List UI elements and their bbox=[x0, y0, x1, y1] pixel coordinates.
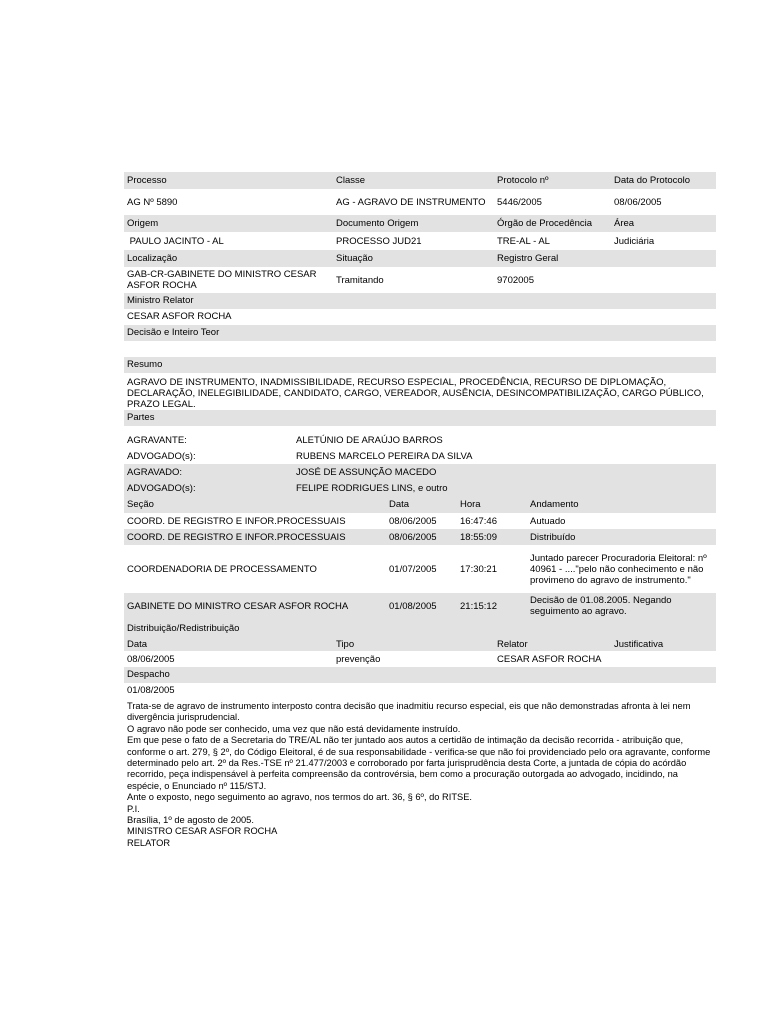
parte-name: RUBENS MARCELO PEREIRA DA SILVA bbox=[296, 450, 473, 462]
andamentos-header-row bbox=[124, 496, 716, 513]
despacho-paragraph: Trata-se de agravo de instrumento interposto contra decisão que inadmitiu recurso especial, eis que não demonstradas afronta à lei nem divergência jurisprudencial. bbox=[127, 701, 691, 723]
resumo-label: Resumo bbox=[124, 357, 716, 373]
parte-name: JOSÉ DE ASSUNÇÃO MACEDO bbox=[293, 464, 716, 480]
parte-row bbox=[124, 464, 716, 480]
andamento-row bbox=[124, 545, 716, 593]
parte-row bbox=[124, 432, 716, 448]
partes-label: Partes bbox=[124, 410, 716, 426]
andamento-secao: COORD. DE REGISTRO E INFOR.PROCESSUAIS bbox=[124, 529, 386, 545]
distribuicao-header-row bbox=[124, 637, 716, 651]
value-processo: AG Nº 5890 bbox=[127, 196, 178, 208]
partes-table bbox=[124, 432, 716, 496]
parte-role: AGRAVANTE: bbox=[127, 434, 187, 446]
andamento-descricao: Distribuído bbox=[527, 529, 716, 545]
andamento-hora: 17:30:21 bbox=[460, 563, 497, 575]
label-protocolo: Protocolo nº bbox=[494, 172, 611, 189]
value-registro-geral: 9702005 bbox=[497, 274, 534, 286]
parte-name: FELIPE RODRIGUES LINS, e outro bbox=[293, 480, 716, 496]
andamento-descricao: Juntado parecer Procuradoria Eleitoral: nº 40961 - ...."pelo não conhecimento e não provimeno do agravo de instrumento." bbox=[530, 552, 707, 586]
value-classe: AG - AGRAVO DE INSTRUMENTO bbox=[336, 196, 486, 208]
value-orgao: TRE-AL - AL bbox=[497, 235, 550, 247]
label-situacao: Situação bbox=[333, 250, 494, 267]
value-situacao: Tramitando bbox=[336, 274, 384, 286]
andamento-data: 01/07/2005 bbox=[389, 563, 437, 575]
parte-row bbox=[124, 448, 716, 464]
parte-name: ALETÚNIO DE ARAÚJO BARROS bbox=[296, 434, 443, 446]
despacho-paragraph: Brasília, 1º de agosto de 2005. bbox=[127, 815, 254, 826]
andamento-secao: GABINETE DO MINISTRO CESAR ASFOR ROCHA bbox=[124, 593, 386, 619]
value-area: Judiciária bbox=[614, 235, 655, 247]
andamento-hora: 21:15:12 bbox=[457, 593, 527, 619]
localizacao-values-row bbox=[124, 267, 716, 293]
value-protocolo: 5446/2005 bbox=[497, 196, 542, 208]
value-origem: PAULO JACINTO - AL bbox=[127, 235, 224, 247]
origem-header-row bbox=[124, 215, 716, 232]
distribuicao-row bbox=[124, 651, 716, 667]
andamento-hora: 16:47:46 bbox=[460, 515, 497, 527]
value-localizacao: GAB-CR-GABINETE DO MINISTRO CESAR ASFOR ROCHA bbox=[127, 269, 317, 291]
header-andamento: Andamento bbox=[527, 496, 716, 513]
label-localizacao: Localização bbox=[124, 250, 333, 267]
header-secao: Seção bbox=[124, 496, 386, 513]
value-documento-origem: PROCESSO JUD21 bbox=[336, 235, 422, 247]
andamento-secao: COORDENADORIA DE PROCESSAMENTO bbox=[127, 563, 317, 575]
despacho-label: Despacho bbox=[124, 667, 716, 683]
andamento-descricao: Autuado bbox=[530, 515, 566, 527]
andamento-hora: 18:55:09 bbox=[457, 529, 527, 545]
andamento-data: 01/08/2005 bbox=[386, 593, 457, 619]
ministro-relator-value: CESAR ASFOR ROCHA bbox=[127, 311, 232, 322]
andamentos-table bbox=[124, 496, 716, 619]
process-values-row bbox=[124, 189, 716, 215]
label-classe: Classe bbox=[333, 172, 494, 189]
parte-role: ADVOGADO(s): bbox=[124, 480, 293, 496]
header-data: Data bbox=[386, 496, 457, 513]
andamento-data: 08/06/2005 bbox=[386, 529, 457, 545]
despacho-paragraph: P.I. bbox=[127, 803, 140, 814]
dist-relator: CESAR ASFOR ROCHA bbox=[497, 653, 602, 665]
despacho-date: 01/08/2005 bbox=[127, 685, 175, 696]
despacho-paragraph: O agravo não pode ser conhecido, uma vez que não está devidamente instruído. bbox=[127, 723, 461, 734]
dist-header-justificativa: Justificativa bbox=[611, 637, 716, 651]
despacho-text bbox=[124, 699, 716, 851]
value-data-protocolo: 08/06/2005 bbox=[614, 196, 662, 208]
label-orgao: Órgão de Procedência bbox=[494, 215, 611, 232]
label-registro-geral: Registro Geral bbox=[494, 250, 611, 267]
andamento-row bbox=[124, 593, 716, 619]
andamento-data: 08/06/2005 bbox=[389, 515, 437, 527]
label-processo: Processo bbox=[124, 172, 333, 189]
label-area: Área bbox=[611, 215, 716, 232]
andamento-descricao: Decisão de 01.08.2005. Negando seguimento ao agravo. bbox=[527, 593, 716, 619]
despacho-signature: MINISTRO CESAR ASFOR ROCHA bbox=[127, 826, 278, 837]
despacho-signature-title: RELATOR bbox=[127, 837, 171, 848]
dist-header-tipo: Tipo bbox=[333, 637, 494, 651]
origem-values-row bbox=[124, 232, 716, 250]
process-document bbox=[124, 172, 716, 851]
dist-header-relator: Relator bbox=[494, 637, 611, 651]
andamento-secao: COORD. DE REGISTRO E INFOR.PROCESSUAIS bbox=[127, 515, 346, 527]
process-header-row bbox=[124, 172, 716, 189]
andamento-row bbox=[124, 513, 716, 529]
ministro-relator-label: Ministro Relator bbox=[124, 293, 716, 309]
label-origem: Origem bbox=[124, 215, 333, 232]
label-data-protocolo: Data do Protocolo bbox=[611, 172, 716, 189]
despacho-paragraph: Ante o exposto, nego seguimento ao agravo, nos termos do art. 36, § 6º, do RITSE. bbox=[127, 792, 473, 803]
dist-justificativa bbox=[611, 651, 716, 667]
andamento-row bbox=[124, 529, 716, 545]
parte-row bbox=[124, 480, 716, 496]
label-documento-origem: Documento Origem bbox=[333, 215, 494, 232]
despacho-paragraph: Em que pese o fato de a Secretaria do TRE/AL não ter juntado aos autos a certidão de intimação da decisão recorrida - atribuição que, conforme o art. 279, § 2º, do Código Eleitoral, é de sua responsabilidade - verifica-se que não foi providenciado pelo ora agravante, conforme determinado pelo art. 2º da Res.-TSE nº 21.477/2003 e corroborado por farta jurisprudência desta Corte, a juntada de cópia do acórdão recorrido, peça indispensável à perfeita compreensão da controvérsia, bem como a procuração outorgada ao advogado, incidindo, na espécie, o Enunciado nº 115/STJ. bbox=[127, 735, 711, 791]
dist-tipo: prevenção bbox=[336, 653, 381, 665]
decisao-label: Decisão e Inteiro Teor bbox=[124, 325, 716, 341]
header-hora: Hora bbox=[457, 496, 527, 513]
process-info-table bbox=[124, 172, 716, 293]
distribuicao-label: Distribuição/Redistribuição bbox=[124, 619, 716, 637]
distribuicao-table bbox=[124, 637, 716, 667]
dist-header-data: Data bbox=[124, 637, 333, 651]
resumo-text: AGRAVO DE INSTRUMENTO, INADMISSIBILIDADE, RECURSO ESPECIAL, PROCEDÊNCIA, RECURSO DE DIPLOMAÇÃO, DECLARAÇÃO, INELEGIBILIDADE, CANDIDATO, CARGO, VEREADOR, AUSÊNCIA, DESINCOMPATIBILIZAÇÃO, CARGO PÚBLICO, PRAZO LEGAL. bbox=[127, 377, 704, 410]
localizacao-header-row bbox=[124, 250, 716, 267]
dist-data: 08/06/2005 bbox=[127, 653, 175, 665]
parte-role: AGRAVADO: bbox=[124, 464, 293, 480]
parte-role: ADVOGADO(s): bbox=[127, 450, 196, 462]
